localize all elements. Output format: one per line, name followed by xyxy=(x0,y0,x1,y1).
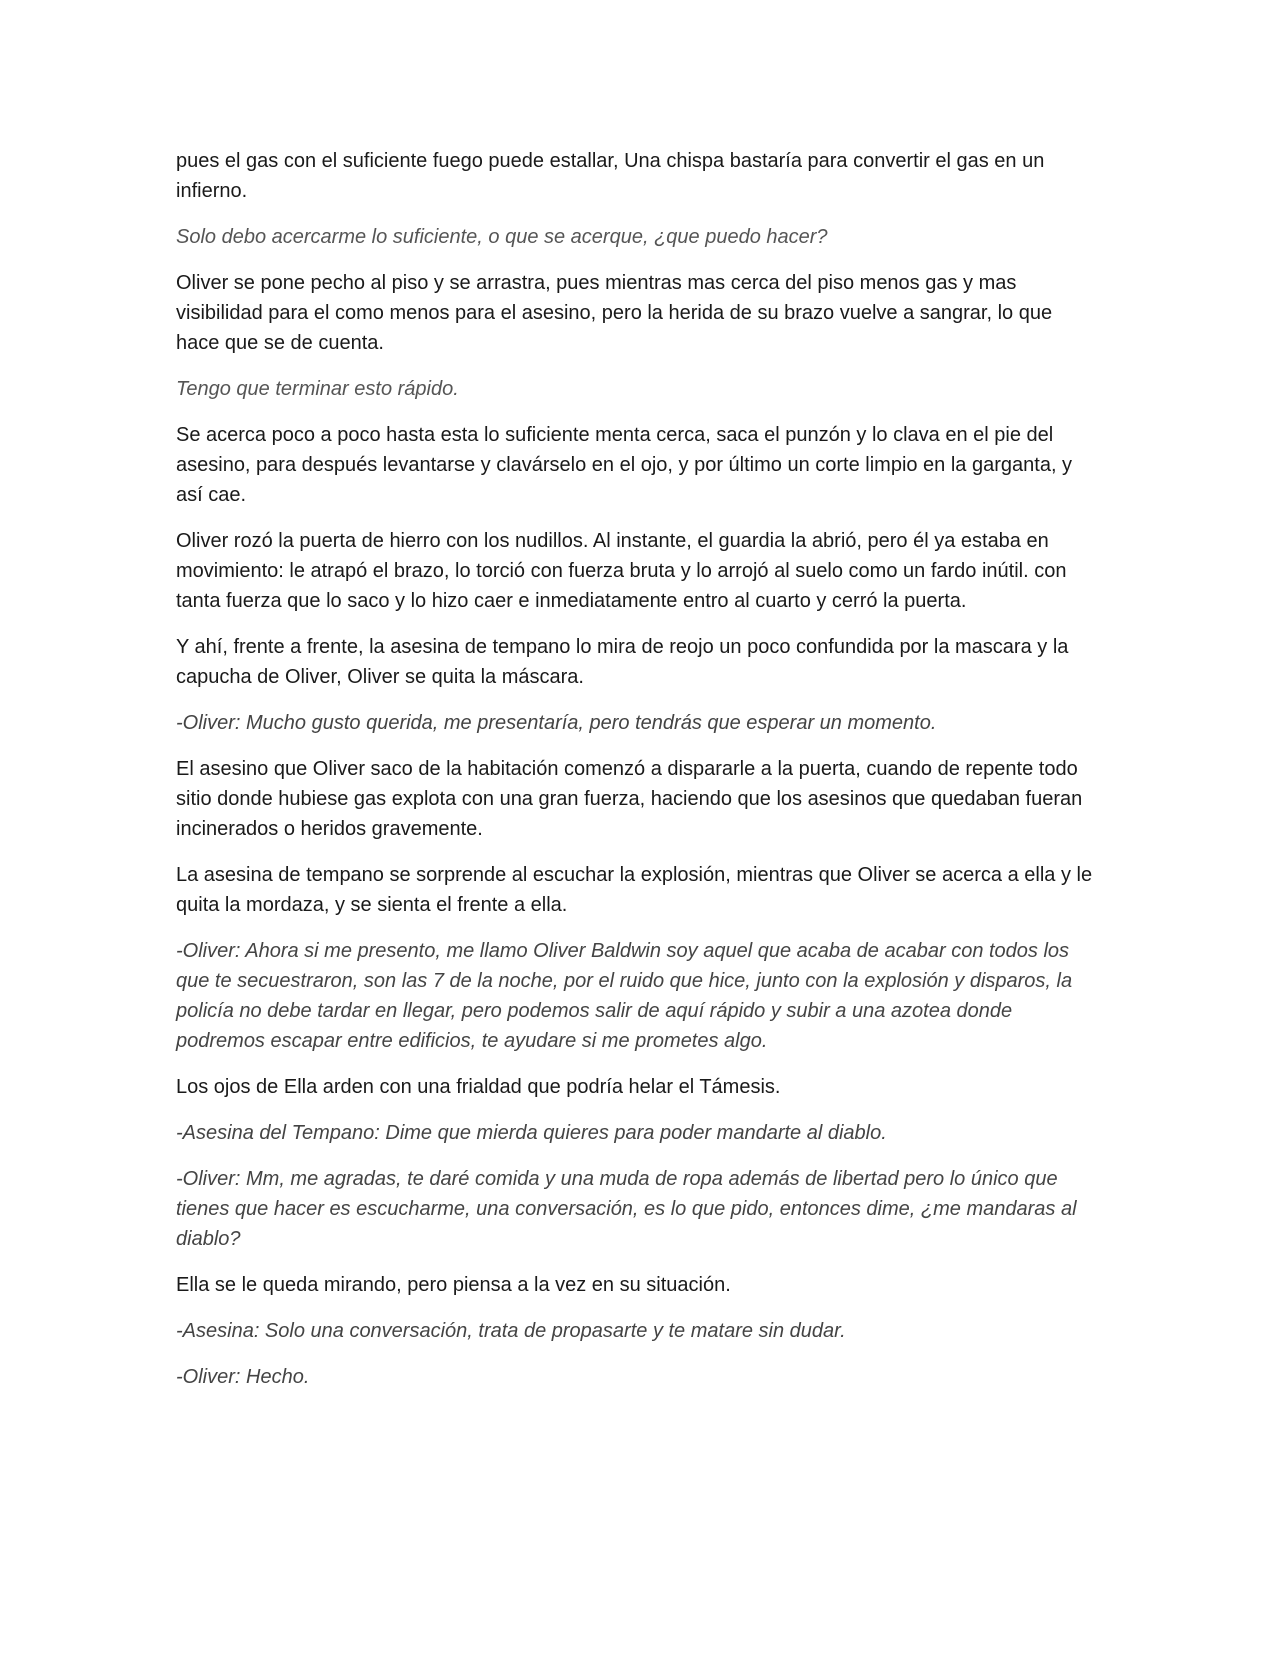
paragraph: Oliver rozó la puerta de hierro con los nudillos. Al instante, el guardia la abrió, pero él ya estaba en movimiento: le atrapó el brazo, lo torció con fuerza bruta y lo arrojó al suelo como un fardo inútil. con tanta fuerza que lo saco y lo hizo caer e inmediatamente entro al cuarto y cerró la puerta. xyxy=(176,530,1067,612)
dialogue-paragraph: -Oliver: Mucho gusto querida, me presentaría, pero tendrás que esperar un momento. xyxy=(176,712,937,734)
paragraph: Los ojos de Ella arden con una frialdad que podría helar el Támesis. xyxy=(176,1076,781,1098)
paragraph: Se acerca poco a poco hasta esta lo suficiente menta cerca, saca el punzón y lo clava en el pie del asesino, para después levantarse y clavárselo en el ojo, y por último un corte limpio en la garganta, y así cae. xyxy=(176,424,1073,506)
dialogue-paragraph: -Oliver: Ahora si me presento, me llamo Oliver Baldwin soy aquel que acaba de acabar con todos los que te secuestraron, son las 7 de la noche, por el ruido que hice, junto con la explosión y disparos, la policía no debe tardar en llegar, pero podemos salir de aquí rápido y subir a una azotea donde podremos escapar entre edificios, te ayudare si me prometes algo. xyxy=(176,940,1073,1052)
document-page xyxy=(176,146,1100,1408)
thought-paragraph: Tengo que terminar esto rápido. xyxy=(176,378,459,400)
paragraph: El asesino que Oliver saco de la habitación comenzó a dispararle a la puerta, cuando de repente todo sitio donde hubiese gas explota con una gran fuerza, haciendo que los asesinos que quedaban fueran incinerados o heridos gravemente. xyxy=(176,758,1083,840)
paragraph: Ella se le queda mirando, pero piensa a la vez en su situación. xyxy=(176,1274,731,1296)
paragraph: pues el gas con el suficiente fuego puede estallar, Una chispa bastaría para convertir el gas en un infierno. xyxy=(176,150,1045,202)
thought-paragraph: Solo debo acercarme lo suficiente, o que se acerque, ¿que puedo hacer? xyxy=(176,226,828,248)
dialogue-paragraph: -Asesina del Tempano: Dime que mierda quieres para poder mandarte al diablo. xyxy=(176,1122,887,1144)
dialogue-paragraph: -Oliver: Mm, me agradas, te daré comida y una muda de ropa además de libertad pero lo único que tienes que hacer es escucharme, una conversación, es lo que pido, entonces dime, ¿me mandaras al diablo? xyxy=(176,1168,1077,1250)
paragraph: Y ahí, frente a frente, la asesina de tempano lo mira de reojo un poco confundida por la mascara y la capucha de Oliver, Oliver se quita la máscara. xyxy=(176,636,1069,688)
dialogue-paragraph: -Oliver: Hecho. xyxy=(176,1366,310,1388)
paragraph: Oliver se pone pecho al piso y se arrastra, pues mientras mas cerca del piso menos gas y mas visibilidad para el como menos para el asesino, pero la herida de su brazo vuelve a sangrar, lo que hace que se de cuenta. xyxy=(176,272,1053,354)
paragraph: La asesina de tempano se sorprende al escuchar la explosión, mientras que Oliver se acerca a ella y le quita la mordaza, y se sienta el frente a ella. xyxy=(176,864,1093,916)
dialogue-paragraph: -Asesina: Solo una conversación, trata de propasarte y te matare sin dudar. xyxy=(176,1320,846,1342)
